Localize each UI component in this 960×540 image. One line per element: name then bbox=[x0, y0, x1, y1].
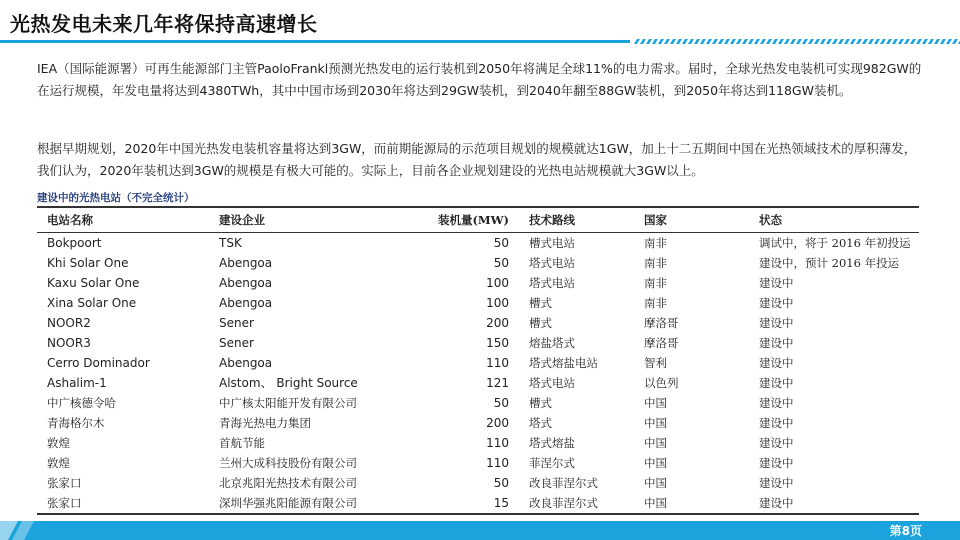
title-bar-stripe bbox=[664, 39, 670, 44]
power-station-table bbox=[37, 206, 919, 515]
cell-technology: 槽式 bbox=[529, 396, 552, 410]
title-bar-stripe bbox=[682, 39, 688, 44]
cell-country: 智利 bbox=[644, 356, 667, 370]
cell-status: 建设中 bbox=[759, 336, 794, 350]
title-bar-stripe bbox=[934, 39, 940, 44]
title-bar-stripe bbox=[796, 39, 802, 44]
cell-station-name: Ashalim-1 bbox=[47, 376, 107, 390]
cell-country: 摩洛哥 bbox=[644, 316, 679, 330]
table-header-row bbox=[37, 208, 919, 233]
cell-technology: 菲涅尔式 bbox=[529, 456, 575, 470]
cell-country: 中国 bbox=[644, 436, 667, 450]
footer-bar bbox=[0, 521, 960, 540]
cell-technology: 槽式电站 bbox=[529, 236, 575, 250]
cell-station-name: 张家口 bbox=[47, 496, 82, 510]
cell-country: 南非 bbox=[644, 236, 667, 250]
cell-status: 建设中 bbox=[759, 496, 794, 510]
title-bar-stripe bbox=[886, 39, 892, 44]
cell-country: 中国 bbox=[644, 396, 667, 410]
cell-country: 以色列 bbox=[644, 376, 679, 390]
table-row bbox=[37, 333, 919, 353]
title-bar-stripe bbox=[820, 39, 826, 44]
cell-status: 建设中 bbox=[759, 376, 794, 390]
cell-station-name: Xina Solar One bbox=[47, 296, 137, 310]
title-bar-stripe bbox=[892, 39, 898, 44]
title-bar-stripe bbox=[922, 39, 928, 44]
title-bar-stripe bbox=[754, 39, 760, 44]
title-bar-stripe bbox=[742, 39, 748, 44]
title-bar-stripe bbox=[952, 39, 958, 44]
title-bar-stripe bbox=[814, 39, 820, 44]
title-bar-stripe bbox=[694, 39, 700, 44]
table-row bbox=[37, 413, 919, 433]
table-row bbox=[37, 273, 919, 293]
table-row bbox=[37, 353, 919, 373]
cell-capacity: 200 bbox=[486, 316, 509, 330]
table-row bbox=[37, 373, 919, 393]
cell-capacity: 121 bbox=[486, 376, 509, 390]
cell-station-name: 张家口 bbox=[47, 476, 82, 490]
title-bar-stripe bbox=[868, 39, 874, 44]
cell-capacity: 50 bbox=[493, 396, 509, 410]
table-row bbox=[37, 393, 919, 413]
page-title: 光热发电未来几年将保持高速增长 bbox=[10, 12, 318, 36]
table-row bbox=[37, 453, 919, 473]
cell-company: TSK bbox=[219, 236, 242, 250]
title-bar-stripe bbox=[724, 39, 730, 44]
cell-country: 中国 bbox=[644, 496, 667, 510]
cell-capacity: 15 bbox=[493, 496, 509, 510]
paragraph-2: 根据早期规划，2020年中国光热发电装机容量将达到3GW，而前期能源局的示范项目规划的规模就达1GW，加上十二五期间中国在光热领域技术的厚积薄发，我们认为，2020年装机达到3GW的规模是有极大可能的。实际上，目前各企业规划建设的光热电站规模就大3GW以上。 bbox=[37, 141, 917, 178]
title-bar-stripe bbox=[838, 39, 844, 44]
header-country: 国家 bbox=[644, 208, 759, 233]
cell-status: 建设中 bbox=[759, 296, 794, 310]
cell-status: 建设中 bbox=[759, 476, 794, 490]
header-station-name: 电站名称 bbox=[37, 208, 219, 233]
cell-capacity: 110 bbox=[486, 436, 509, 450]
cell-country: 南非 bbox=[644, 256, 667, 270]
cell-status: 建设中 bbox=[759, 436, 794, 450]
title-bar-stripe bbox=[778, 39, 784, 44]
cell-capacity: 50 bbox=[493, 256, 509, 270]
cell-country: 中国 bbox=[644, 476, 667, 490]
cell-station-name: Cerro Dominador bbox=[47, 356, 150, 370]
title-bar-stripe bbox=[862, 39, 868, 44]
header-technology: 技术路线 bbox=[529, 208, 644, 233]
cell-capacity: 110 bbox=[486, 456, 509, 470]
cell-technology: 塔式电站 bbox=[529, 256, 575, 270]
title-bar-stripe bbox=[928, 39, 934, 44]
cell-capacity: 200 bbox=[486, 416, 509, 430]
cell-company: 北京兆阳光热技术有限公司 bbox=[219, 476, 357, 490]
cell-station-name: 敦煌 bbox=[47, 456, 70, 470]
title-bar-stripe bbox=[640, 39, 646, 44]
cell-company: Abengoa bbox=[219, 256, 273, 270]
title-bar-stripe bbox=[946, 39, 952, 44]
cell-company: Alstom、 Bright Source bbox=[219, 376, 358, 390]
title-bar-stripe bbox=[706, 39, 712, 44]
table-caption: 建设中的光热电站（不完全统计） bbox=[37, 192, 195, 204]
cell-capacity: 100 bbox=[486, 276, 509, 290]
cell-technology: 改良菲涅尔式 bbox=[529, 476, 598, 490]
cell-status: 建设中 bbox=[759, 456, 794, 470]
title-bar-stripe bbox=[658, 39, 664, 44]
cell-country: 中国 bbox=[644, 416, 667, 430]
cell-country: 中国 bbox=[644, 456, 667, 470]
cell-technology: 塔式电站 bbox=[529, 376, 575, 390]
title-bar-stripe bbox=[676, 39, 682, 44]
cell-company: Abengoa bbox=[219, 276, 273, 290]
title-bar-stripe bbox=[646, 39, 652, 44]
title-bar-stripe bbox=[766, 39, 772, 44]
header-company: 建设企业 bbox=[219, 208, 409, 233]
cell-company: Abengoa bbox=[219, 356, 273, 370]
cell-capacity: 150 bbox=[486, 336, 509, 350]
cell-station-name: 中广核德令哈 bbox=[47, 396, 116, 410]
title-bar-stripe bbox=[802, 39, 808, 44]
cell-technology: 熔盐塔式 bbox=[529, 336, 575, 350]
title-bar-stripe bbox=[898, 39, 904, 44]
cell-station-name: NOOR3 bbox=[47, 336, 91, 350]
table-row bbox=[37, 293, 919, 313]
cell-station-name: Bokpoort bbox=[47, 236, 102, 250]
title-bar-stripe bbox=[790, 39, 796, 44]
cell-station-name: Kaxu Solar One bbox=[47, 276, 140, 290]
title-bar-stripe bbox=[910, 39, 916, 44]
header-status: 状态 bbox=[759, 208, 919, 233]
cell-company: 青海光热电力集团 bbox=[219, 416, 311, 430]
cell-technology: 槽式 bbox=[529, 296, 552, 310]
title-bar-stripe bbox=[874, 39, 880, 44]
title-bar-stripe bbox=[940, 39, 946, 44]
title-bar-stripe bbox=[826, 39, 832, 44]
table-row bbox=[37, 233, 919, 254]
cell-company: 深圳华强兆阳能源有限公司 bbox=[219, 496, 357, 510]
title-bar-stripe bbox=[700, 39, 706, 44]
cell-company: Abengoa bbox=[219, 296, 273, 310]
cell-technology: 槽式 bbox=[529, 316, 552, 330]
cell-country: 南非 bbox=[644, 276, 667, 290]
title-bar-stripe bbox=[904, 39, 910, 44]
title-bar-stripe bbox=[718, 39, 724, 44]
cell-status: 建设中 bbox=[759, 276, 794, 290]
cell-technology: 塔式熔盐电站 bbox=[529, 356, 598, 370]
cell-capacity: 100 bbox=[486, 296, 509, 310]
cell-status: 建设中 bbox=[759, 356, 794, 370]
title-bar-stripe bbox=[634, 39, 640, 44]
cell-station-name: 敦煌 bbox=[47, 436, 70, 450]
cell-company: 首航节能 bbox=[219, 436, 265, 450]
cell-technology: 塔式 bbox=[529, 416, 552, 430]
cell-capacity: 50 bbox=[493, 476, 509, 490]
title-bar-stripe bbox=[736, 39, 742, 44]
cell-country: 南非 bbox=[644, 296, 667, 310]
cell-capacity: 50 bbox=[493, 236, 509, 250]
table-row bbox=[37, 493, 919, 513]
paragraph-1: IEA（国际能源署）可再生能源部门主管PaoloFrankl预测光热发电的运行装机到2050年将满足全球11%的电力需求。届时，全球光热发电装机可实现982GW的在运行规模，年发电量将达到4380TWh，其中中国市场到2030年将达到29GW装机，到2040年翻至88GW装机，到2050年将达到118GW装机。 bbox=[37, 61, 922, 98]
cell-technology: 塔式电站 bbox=[529, 276, 575, 290]
title-bar-stripe bbox=[916, 39, 922, 44]
cell-status: 建设中 bbox=[759, 396, 794, 410]
title-bar-stripe bbox=[772, 39, 778, 44]
title-bar-stripe bbox=[760, 39, 766, 44]
cell-station-name: 青海格尔木 bbox=[47, 416, 105, 430]
title-bar-stripe bbox=[712, 39, 718, 44]
cell-capacity: 110 bbox=[486, 356, 509, 370]
cell-status: 建设中 bbox=[759, 416, 794, 430]
title-bar-stripe bbox=[688, 39, 694, 44]
title-bar-stripe bbox=[652, 39, 658, 44]
title-bar-stripe bbox=[832, 39, 838, 44]
table-row bbox=[37, 433, 919, 453]
cell-status: 调试中，将于 2016 年初投运 bbox=[759, 236, 911, 250]
cell-station-name: Khi Solar One bbox=[47, 256, 129, 270]
cell-status: 建设中 bbox=[759, 316, 794, 330]
table-row bbox=[37, 313, 919, 333]
title-bar-stripe bbox=[784, 39, 790, 44]
cell-station-name: NOOR2 bbox=[47, 316, 91, 330]
title-bar-stripe bbox=[808, 39, 814, 44]
title-bar-stripe bbox=[850, 39, 856, 44]
title-bar-stripe bbox=[748, 39, 754, 44]
title-bar-stripe bbox=[844, 39, 850, 44]
title-bar-stripe bbox=[856, 39, 862, 44]
table-row bbox=[37, 473, 919, 493]
cell-company: Sener bbox=[219, 336, 254, 350]
table-row bbox=[37, 253, 919, 273]
cell-company: 中广核太阳能开发有限公司 bbox=[219, 396, 357, 410]
title-bar-stripe bbox=[670, 39, 676, 44]
cell-technology: 塔式熔盐 bbox=[529, 436, 575, 450]
title-bar-stripe bbox=[880, 39, 886, 44]
cell-technology: 改良菲涅尔式 bbox=[529, 496, 598, 510]
title-underline bbox=[0, 38, 960, 46]
title-bar-stripe bbox=[730, 39, 736, 44]
cell-company: Sener bbox=[219, 316, 254, 330]
cell-company: 兰州大成科技股份有限公司 bbox=[219, 456, 357, 470]
header-capacity: 装机量(MW) bbox=[409, 208, 529, 233]
page-number: 第8页 bbox=[889, 524, 922, 538]
cell-country: 摩洛哥 bbox=[644, 336, 679, 350]
cell-status: 建设中，预计 2016 年投运 bbox=[759, 256, 900, 270]
